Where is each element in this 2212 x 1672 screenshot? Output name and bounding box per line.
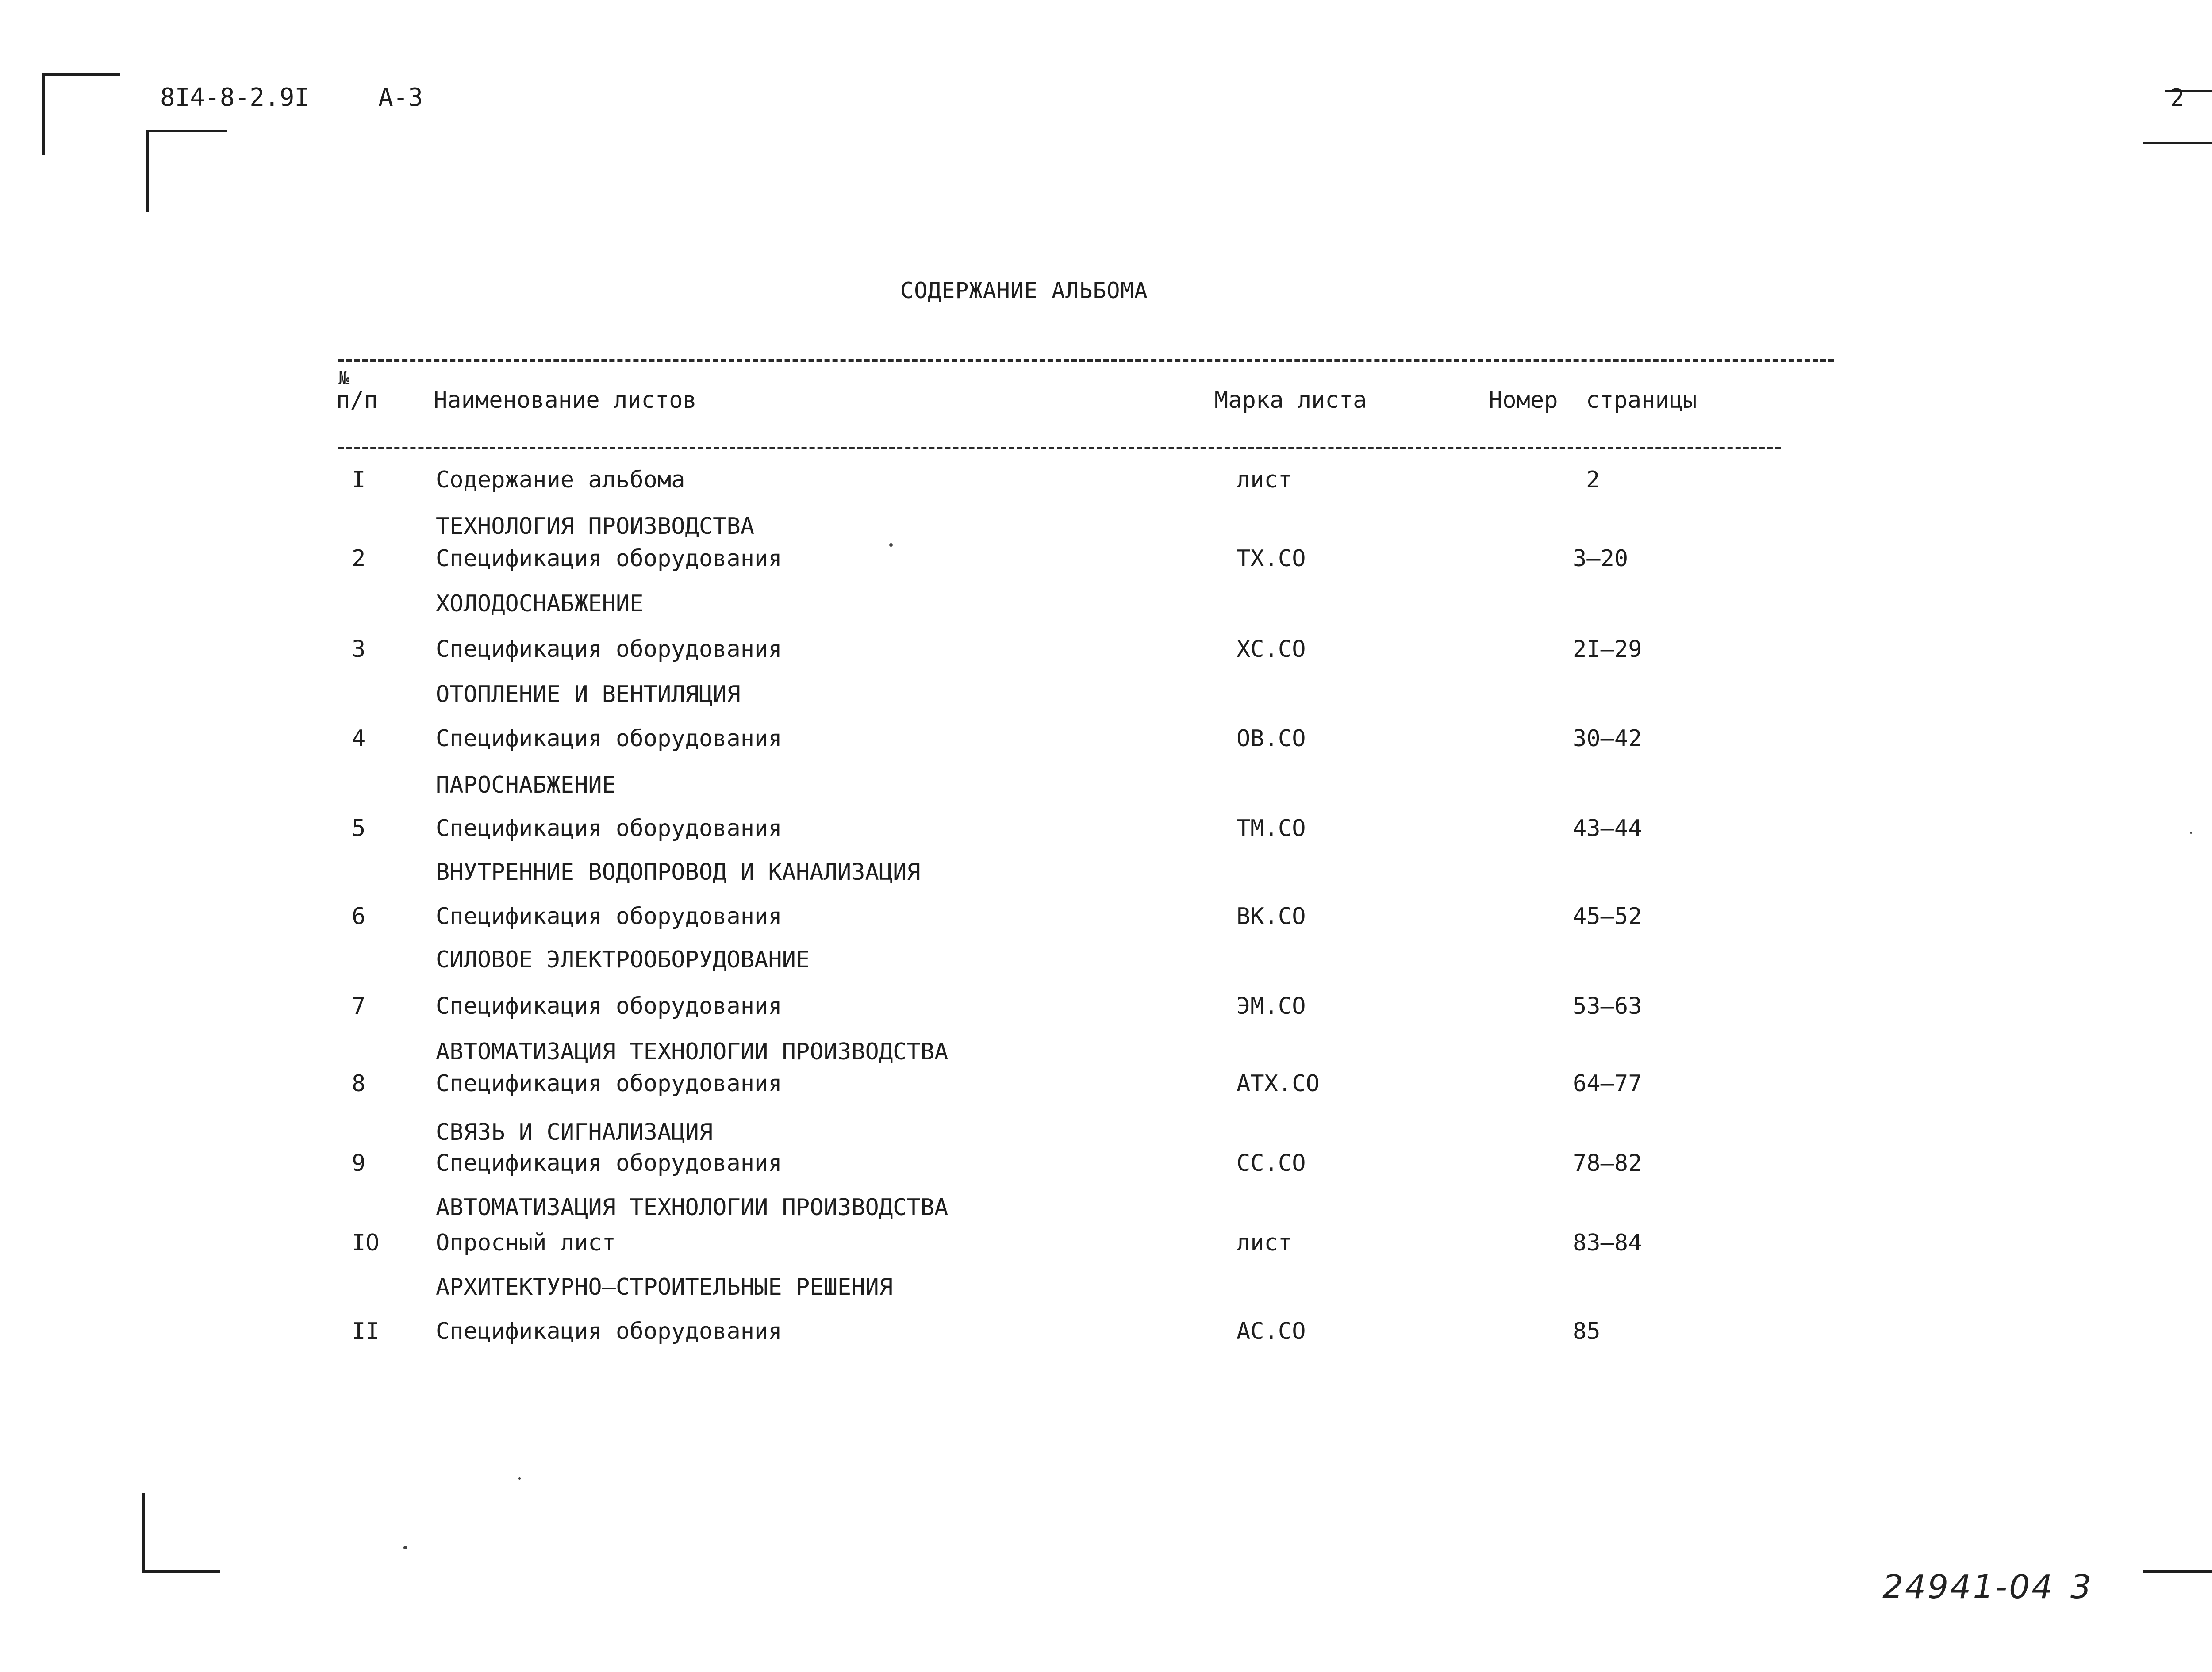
table-header-rule xyxy=(338,447,1781,449)
corner-mark-top-left-inner xyxy=(146,130,227,212)
row-sheet-mark: АТХ.СО xyxy=(1237,1070,1320,1097)
row-sheet-mark: лист xyxy=(1237,467,1292,493)
doc-code: 8I4-8-2.9I xyxy=(160,83,310,112)
row-number: 6 xyxy=(352,903,366,930)
scan-speck xyxy=(2190,832,2192,834)
page-title: СОДЕРЖАНИЕ АЛЬБОМА xyxy=(900,278,1148,303)
row-sheet-mark: СС.СО xyxy=(1237,1150,1306,1177)
section-heading: ПАРОСНАБЖЕНИЕ xyxy=(436,772,616,798)
section-heading: ХОЛОДОСНАБЖЕНИЕ xyxy=(436,591,644,617)
row-sheet-mark: лист xyxy=(1237,1230,1292,1256)
scan-speck xyxy=(889,543,893,547)
handwritten-page: 3 xyxy=(2070,1568,2093,1606)
row-number: II xyxy=(352,1318,380,1345)
corner-mark-top-left-outer xyxy=(42,73,120,155)
col-header-page-number: Номер xyxy=(1489,387,1558,414)
row-sheet-name: Спецификация оборудования xyxy=(436,1070,782,1097)
row-sheet-mark: АС.СО xyxy=(1237,1318,1306,1345)
row-number: 4 xyxy=(352,725,366,752)
col-header-num-symbol: № xyxy=(338,367,350,389)
row-page-range: 30–42 xyxy=(1573,725,1642,752)
col-header-mark: Марка листа xyxy=(1214,387,1367,414)
row-page-range: 43–44 xyxy=(1573,815,1642,842)
row-number: 5 xyxy=(352,815,366,842)
row-page-range: 85 xyxy=(1573,1318,1601,1345)
row-sheet-name: Опросный лист xyxy=(436,1230,616,1256)
row-sheet-name: Спецификация оборудования xyxy=(436,903,782,930)
row-number: IO xyxy=(352,1230,380,1256)
col-header-page-label: страницы xyxy=(1586,387,1697,414)
row-number: 2 xyxy=(352,545,366,572)
row-sheet-name: Спецификация оборудования xyxy=(436,993,782,1020)
row-number: 7 xyxy=(352,993,366,1020)
row-page-range: 2 xyxy=(1586,467,1600,493)
section-heading: СИЛОВОЕ ЭЛЕКТРООБОРУДОВАНИЕ xyxy=(436,947,810,973)
row-sheet-mark: ХС.СО xyxy=(1237,636,1306,663)
row-sheet-name: Спецификация оборудования xyxy=(436,636,782,663)
row-page-range: 45–52 xyxy=(1573,903,1642,930)
section-heading: ТЕХНОЛОГИЯ ПРОИЗВОДСТВА xyxy=(436,513,755,540)
scan-speck xyxy=(518,1477,521,1480)
corner-mark-top-right-inner xyxy=(2143,142,2212,224)
row-sheet-name: Спецификация оборудования xyxy=(436,1150,782,1177)
section-heading: ВНУТРЕННИЕ ВОДОПРОВОД И КАНАЛИЗАЦИЯ xyxy=(436,859,921,886)
section-heading: АВТОМАТИЗАЦИЯ ТЕХНОЛОГИИ ПРОИЗВОДСТВА xyxy=(436,1039,949,1065)
section-heading: АВТОМАТИЗАЦИЯ ТЕХНОЛОГИИ ПРОИЗВОДСТВА xyxy=(436,1194,949,1221)
row-page-range: 78–82 xyxy=(1573,1150,1642,1177)
corner-mark-bottom-left xyxy=(142,1493,220,1573)
sheet-number: 2 xyxy=(2170,84,2185,112)
row-number: 9 xyxy=(352,1150,366,1177)
row-sheet-mark: ВК.СО xyxy=(1237,903,1306,930)
row-sheet-mark: ТМ.СО xyxy=(1237,815,1306,842)
row-page-range: 53–63 xyxy=(1573,993,1642,1020)
row-page-range: 83–84 xyxy=(1573,1230,1642,1256)
doc-format: А-3 xyxy=(378,83,423,112)
section-heading: АРХИТЕКТУРНО–СТРОИТЕЛЬНЫЕ РЕШЕНИЯ xyxy=(436,1274,893,1300)
row-page-range: 2I–29 xyxy=(1573,636,1642,663)
table-top-rule xyxy=(338,359,1834,362)
section-heading: СВЯЗЬ И СИГНАЛИЗАЦИЯ xyxy=(436,1119,713,1146)
row-sheet-mark: ОВ.СО xyxy=(1237,725,1306,752)
row-number: I xyxy=(352,467,366,493)
col-header-name: Наименование листов xyxy=(434,387,697,414)
row-sheet-mark: ТХ.СО xyxy=(1237,545,1306,572)
corner-mark-bottom-right xyxy=(2143,1493,2212,1573)
row-sheet-name: Спецификация оборудования xyxy=(436,815,782,842)
row-sheet-name: Содержание альбома xyxy=(436,467,685,493)
row-sheet-mark: ЭМ.СО xyxy=(1237,993,1306,1020)
section-heading: ОТОПЛЕНИЕ И ВЕНТИЛЯЦИЯ xyxy=(436,681,741,708)
row-number: 3 xyxy=(352,636,366,663)
row-number: 8 xyxy=(352,1070,366,1097)
row-page-range: 3–20 xyxy=(1573,545,1628,572)
handwritten-code: 24941-04 xyxy=(1882,1568,2055,1606)
row-page-range: 64–77 xyxy=(1573,1070,1642,1097)
row-sheet-name: Спецификация оборудования xyxy=(436,725,782,752)
row-sheet-name: Спецификация оборудования xyxy=(436,1318,782,1345)
scan-speck xyxy=(403,1546,407,1549)
row-sheet-name: Спецификация оборудования xyxy=(436,545,782,572)
col-header-num: п/п xyxy=(336,387,378,414)
